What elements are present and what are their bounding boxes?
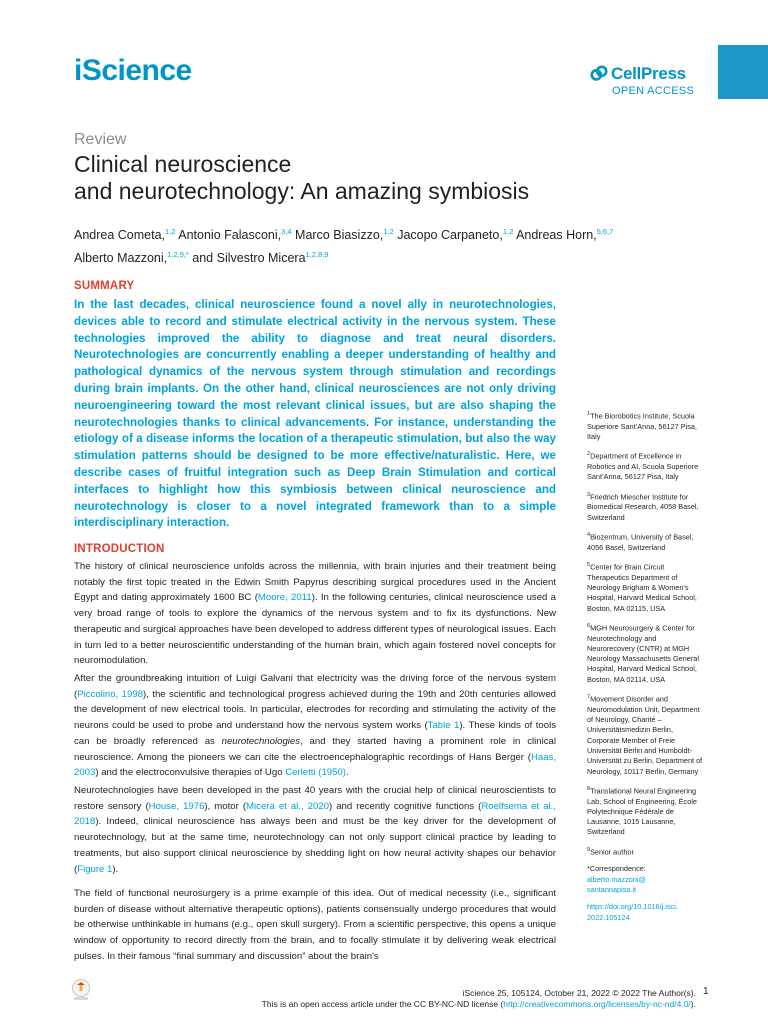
author-list: [74, 222, 654, 268]
citation-link[interactable]: Cerletti (1950): [285, 767, 346, 779]
author[interactable]: Marco Biasizzo,$^{1,2}$: [295, 227, 394, 243]
introduction-heading: INTRODUCTION: [74, 543, 165, 555]
affiliation: $^6$MGH Neurosurgery & Center for Neurotechnology and Neurorecovery (CNTR) at MGH Neurology Massachusetts General Hospital, Harvard Medical School, Boston, MA 02114, USA: [587, 622, 699, 684]
correspondence-label: *Correspondence:: [587, 864, 646, 874]
citation-link[interactable]: Micera et al., 2020: [246, 800, 329, 812]
affiliation: $^1$The Biorobotics Institute, Scuola Superiore Sant’Anna, 56127 Pisa, Italy: [587, 411, 697, 442]
journal-logo: iScience: [74, 54, 192, 87]
intro-paragraph-4: The field of functional neurosurgery is a prime example of this idea. Out of medical necessity (i.e., significant burden of disease without alternative therapeutic options), patients consensually undergo procedures that would be otherwise unthinkable in humans (e.g., open skull surgery). From a scientific perspective, this opens a unique window of opportunity to record directly from the brain, and to focally stimulate it by delivering weak electrical pulses. In their famous “final summary and discussion” about the brain's: [74, 888, 556, 962]
intro-paragraph-1: The history of clinical neuroscience unfolds across the millennia, with brain injuries and their treatment being notably the first topic treated in the Edwin Smith Papyrus describing surgical procedures used in the Ancient Egypt and dating approximately 1600 BC (Moore, 2011). In the following centuries, clinical neuroscience used a very broad range of tools to explore the dynamics of the nervous system and to fix its dysfunctions. New therapeutic and surgical approaches have been developed to address different types of neurological issues. Each in turn led to a better neuroscientific understanding of the human brain, which again fostered novel concepts for neuromodulation.: [74, 561, 556, 667]
figure-link[interactable]: Figure 1: [77, 863, 113, 875]
publisher-logo[interactable]: [590, 64, 700, 97]
table-link[interactable]: Table 1: [427, 720, 460, 732]
cellpress-logo-icon: [590, 65, 608, 83]
affiliation: $^5$Center for Brain Circuit Therapeutics Department of Neurology Brigham & Women’s Hospital, Harvard Medical School, Boston, MA 02115, USA: [587, 561, 697, 613]
title-line-2: and neurotechnology: An amazing symbiosis: [74, 178, 530, 204]
citation-link[interactable]: Piccolino, 1998: [77, 688, 144, 700]
author[interactable]: Alberto Mazzoni,$^{1,2,9,*}$: [74, 250, 189, 266]
summary-text: In the last decades, clinical neuroscience found a novel ally in neurotechnologies, devices able to record and stimulate electrical activity in the nervous system. These technologies improved the ability to diagnose and treat neural disorders. Neurotechnologies are concurrently enabling a deeper understanding of healthy and pathological dynamics of the nervous system through stimulation and recordings during brain implants. On the other hand, clinical neurosciences are not only driving neuroengineering toward the most relevant clinical issues, but are also shaping the neurotechnologies thanks to clinical advancements. For instance, understanding the etiology of a disease informs the location of a therapeutic stimulation, but also the way stimulation patterns should be designed to be more effective/naturalistic. Here, we describe cases of fruitful integration such as Deep Brain Stimulation and cortical interfaces to highlight how this symbiosis between clinical neuroscience and neurotechnology is closer to a novel integrated framework than to a simple interdisciplinary interaction.: [74, 298, 556, 530]
author[interactable]: Andreas Horn,$^{5,6,7}$: [516, 227, 614, 243]
citation-link[interactable]: House, 1976: [148, 800, 205, 812]
license-link[interactable]: http://creativecommons.org/licenses/by-nc-nd/4.0/: [503, 999, 691, 1009]
author[interactable]: Andrea Cometa,$^{1,2}$: [74, 227, 176, 243]
doi-link[interactable]: https://doi.org/10.1016/j.isci. 2022.105124: [587, 902, 678, 922]
footer-citation: iScience 25, 105124, October 21, 2022 © 2022 The Author(s).: [462, 988, 696, 998]
intro-paragraph-3: Neurotechnologies have been developed in the past 40 years with the crucial help of clinical neuroscientists to restore sensory (House, 1976), motor (Micera et al., 2020) and recently cognitive functions (Roelfsema et al., 2018). Indeed, clinical neuroscience has always been and must be the key driver for the development of neurotechnology, but at the same time, neurotechnology can not only support clinical practice by leading to treatments, but also support clinical neuroscience by shedding light on how neural activity shapes our behavior (Figure 1).: [74, 785, 556, 875]
footer-license: This is an open access article under the CC BY-NC-ND license (http://creativecommons.org/licenses/by-nc-nd/4.0/).: [261, 999, 696, 1009]
correspondence-email[interactable]: alberto.mazzoni@ santannapisa.it: [587, 874, 646, 895]
citation-link[interactable]: Moore, 2011: [257, 592, 312, 604]
publisher-name: CellPress: [611, 64, 686, 83]
author[interactable]: Jacopo Carpaneto,$^{1,2}$: [397, 227, 514, 243]
affiliation: $^3$Friedrich Miescher Institute for Biomedical Research, 4058 Basel, Switzerland: [587, 491, 699, 522]
page-number: 1: [703, 986, 709, 997]
author[interactable]: Antonio Falasconi,$^{3,4}$: [178, 227, 292, 243]
affiliation: $^4$Biozentrum, University of Basel, 4056 Basel, Switzerland: [587, 531, 694, 552]
correspondence: [587, 864, 705, 922]
affiliation: $^2$Department of Excellence in Robotics and AI, Scuola Superiore Sant’Anna, 56127 Pisa, Italy: [587, 451, 699, 482]
open-access-label: OPEN ACCESS: [612, 85, 695, 97]
affiliation: $^9$Senior author: [587, 846, 634, 857]
affiliations-column: [587, 409, 705, 923]
title-line-1: Clinical neuroscience: [74, 151, 292, 177]
corner-color-bar: [718, 45, 768, 99]
article-type: Review: [74, 131, 127, 148]
citation-link[interactable]: Roelfsema et al., 2018: [74, 800, 556, 828]
intro-paragraph-2: After the groundbreaking intuition of Luigi Galvani that electricity was the driving force of the nervous system (Piccolino, 1998), the scientific and technological progress achieved during the 19th and 20th centuries allowed the development of new electrical tools. In particular, electrodes for recording and stimulating the activity of the neurons could be used to probe and understand how the nervous system works (Table 1). These kinds of tools can be broadly referenced as neurotechnologies, and they started having a prominent role in clinical neuroscience. Among the pioneers we can cite the electroencephalographic recordings of Hans Berger (Haas, 2003) and the electroconvulsive therapies of Ugo Cerletti (1950).: [74, 673, 556, 779]
author[interactable]: and Silvestro Micera$^{1,2,8,9}$: [192, 250, 329, 266]
affiliation: $^7$Movement Disorder and Neuromodulation Unit, Department of Neurology, Charité – Universitätsmedizin Berlin, Corporate Member of Freie Universität Berlin and Humboldt- Universität zu Berlin, Department of Neurology, 10117 Berlin, Germany: [587, 694, 703, 776]
affiliation: $^8$Translational Neural Engineering Lab, School of Engineering, École Polytechnique Fédérale de Lausanne, 1015 Lausanne, Switzerland: [587, 785, 697, 837]
summary-heading: SUMMARY: [74, 280, 135, 292]
citation-link[interactable]: Haas, 2003: [74, 751, 556, 779]
article-title: [74, 151, 634, 205]
